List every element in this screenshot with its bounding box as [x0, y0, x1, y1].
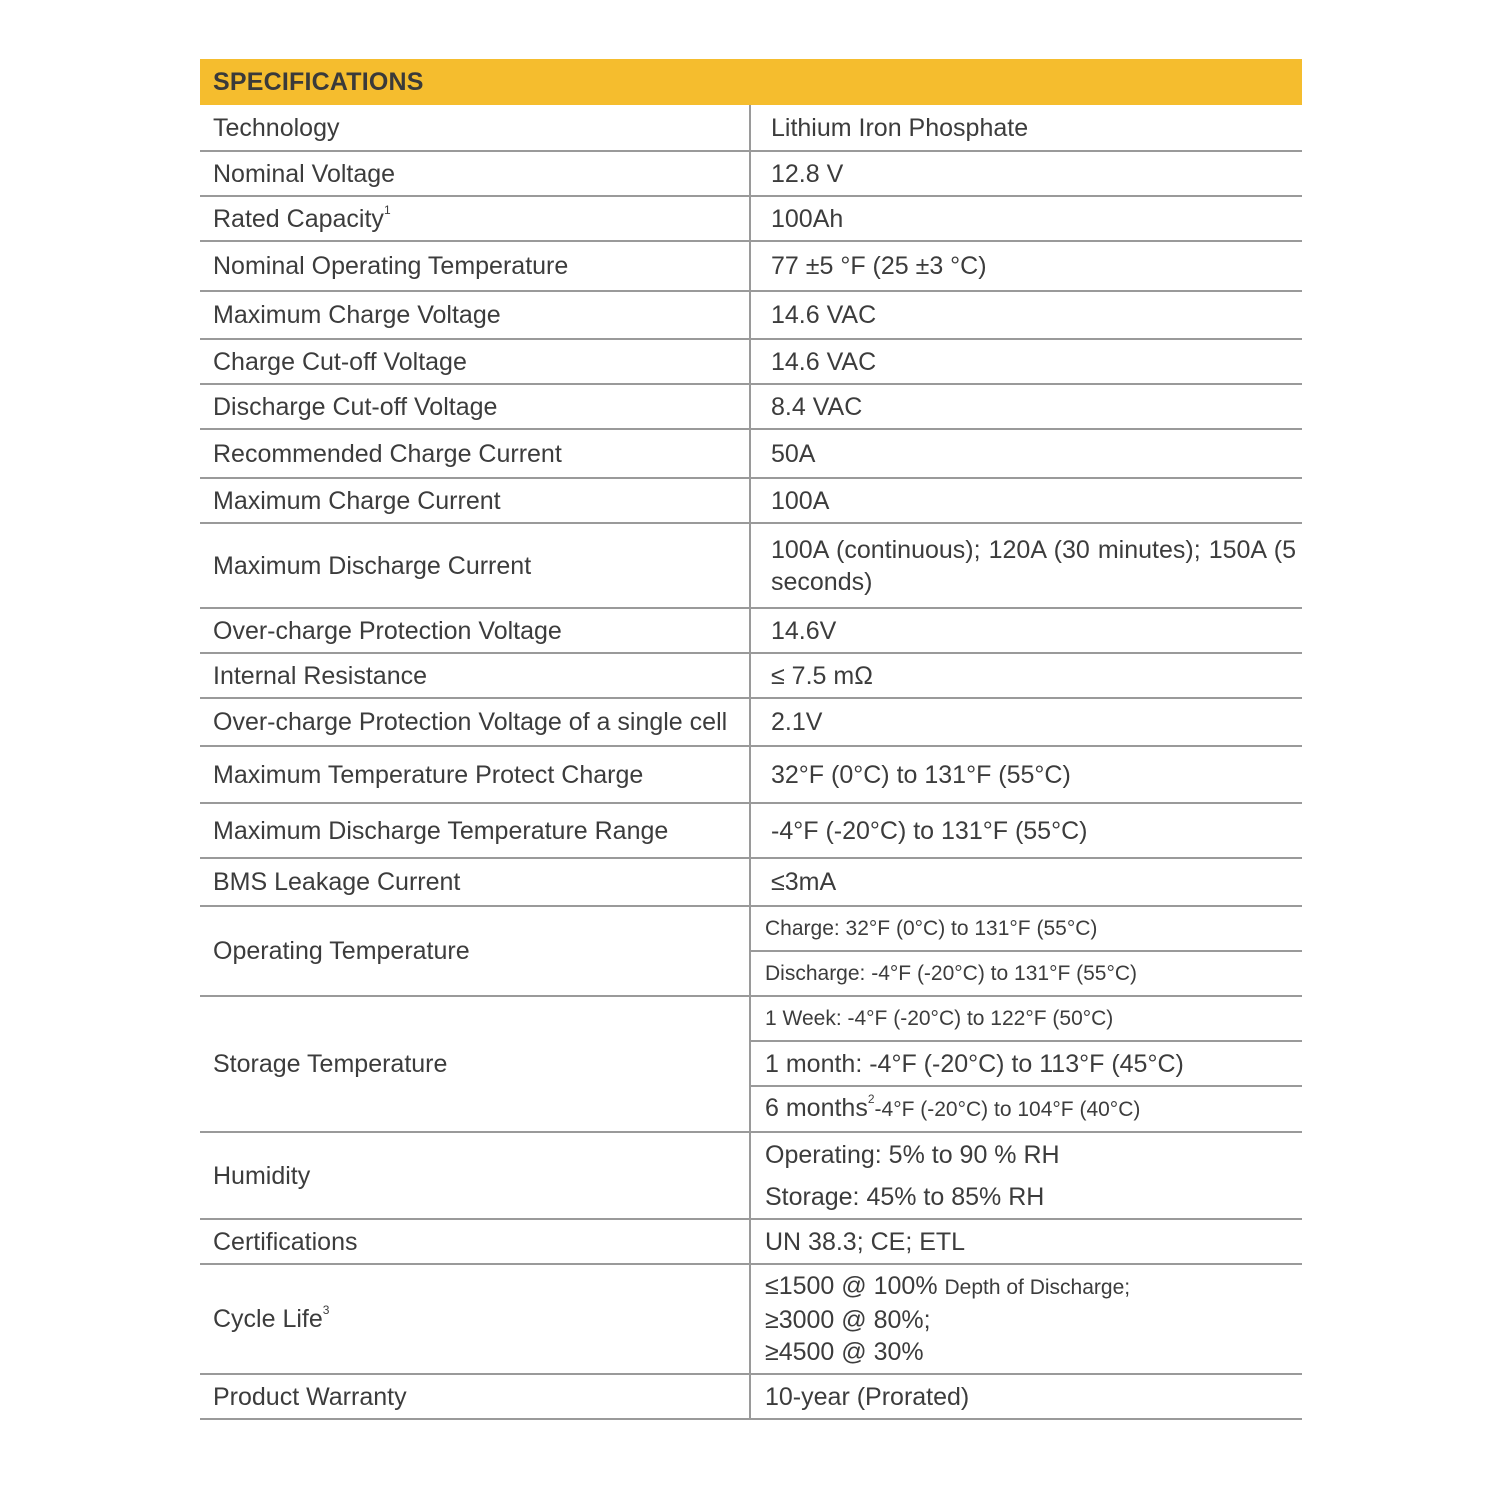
footnote-marker: 3 — [322, 1303, 330, 1317]
specifications-title: SPECIFICATIONS — [213, 67, 424, 96]
table-row — [200, 523, 1302, 608]
row-value: 2.1V — [750, 698, 1302, 746]
row-label: Maximum Charge Current — [200, 478, 750, 523]
table-row — [200, 1264, 1302, 1374]
row-value: 50A — [750, 429, 1302, 478]
row-value: 32°F (0°C) to 131°F (55°C) — [750, 746, 1302, 803]
footnote-marker: 1 — [383, 202, 391, 217]
row-label: BMS Leakage Current — [200, 858, 750, 906]
table-row — [200, 906, 1302, 951]
row-label: Nominal Voltage — [200, 151, 750, 196]
row-label: Humidity — [200, 1132, 750, 1219]
specifications-sheet — [200, 59, 1302, 1420]
row-subvalue: Discharge: -4°F (-20°C) to 131°F (55°C) — [750, 951, 1302, 996]
table-row — [200, 339, 1302, 384]
row-value — [750, 1264, 1302, 1374]
footnote-marker: 2 — [867, 1092, 875, 1106]
row-subvalue: 1 Week: -4°F (-20°C) to 122°F (50°C) — [750, 996, 1302, 1041]
row-subvalue — [750, 1086, 1302, 1132]
table-row — [200, 196, 1302, 241]
row-value: 12.8 V — [750, 151, 1302, 196]
row-value: 14.6 VAC — [750, 339, 1302, 384]
row-label — [200, 196, 750, 241]
six-months-value: -4°F (-20°C) to 104°F (40°C) — [874, 1098, 1141, 1121]
table-row — [200, 1219, 1302, 1264]
row-label: Certifications — [200, 1219, 750, 1264]
row-value: 8.4 VAC — [750, 384, 1302, 429]
row-label: Maximum Temperature Protect Charge — [200, 746, 750, 803]
table-row — [200, 384, 1302, 429]
row-subvalue: Charge: 32°F (0°C) to 131°F (55°C) — [750, 906, 1302, 951]
cycle-life-line-1 — [765, 1270, 1302, 1304]
row-value — [750, 1132, 1302, 1219]
row-label: Internal Resistance — [200, 653, 750, 698]
cycle-life-line-1-value: ≤1500 @ 100% — [765, 1272, 938, 1300]
row-subvalue: 1 month: -4°F (-20°C) to 113°F (45°C) — [750, 1041, 1302, 1086]
table-row — [200, 291, 1302, 339]
row-value: 100A — [750, 478, 1302, 523]
row-label: Storage Temperature — [200, 996, 750, 1132]
specifications-table — [200, 105, 1302, 1420]
row-value: 77 ±5 °F (25 ±3 °C) — [750, 241, 1302, 291]
row-value: 10-year (Prorated) — [750, 1374, 1302, 1419]
cycle-life-line-2: ≥3000 @ 80%; — [765, 1306, 931, 1334]
six-months-prefix: 6 months — [765, 1094, 868, 1122]
row-value: ≤ 7.5 mΩ — [750, 653, 1302, 698]
table-row — [200, 858, 1302, 906]
specifications-header — [200, 59, 1302, 105]
cycle-life-line-3: ≥4500 @ 30% — [765, 1338, 924, 1366]
row-label: Nominal Operating Temperature — [200, 241, 750, 291]
table-row — [200, 105, 1302, 151]
row-label: Maximum Discharge Temperature Range — [200, 803, 750, 858]
rated-capacity-label: Rated Capacity — [213, 204, 384, 233]
table-row — [200, 803, 1302, 858]
table-row — [200, 1374, 1302, 1419]
cycle-life-line-1-suffix: Depth of Discharge; — [944, 1276, 1131, 1299]
row-label: Over-charge Protection Voltage — [200, 608, 750, 653]
row-label: Charge Cut-off Voltage — [200, 339, 750, 384]
table-row — [200, 429, 1302, 478]
row-label: Discharge Cut-off Voltage — [200, 384, 750, 429]
table-row — [200, 653, 1302, 698]
row-value: 14.6V — [750, 608, 1302, 653]
row-label — [200, 1264, 750, 1374]
row-label: Product Warranty — [200, 1374, 750, 1419]
row-value: 100A (continuous); 120A (30 minutes); 150A (5 seconds) — [750, 523, 1302, 608]
row-label: Maximum Charge Voltage — [200, 291, 750, 339]
row-value: UN 38.3; CE; ETL — [750, 1219, 1302, 1264]
row-value: -4°F (-20°C) to 131°F (55°C) — [750, 803, 1302, 858]
table-row — [200, 478, 1302, 523]
row-label: Maximum Discharge Current — [200, 523, 750, 608]
row-value: 14.6 VAC — [750, 291, 1302, 339]
table-row — [200, 996, 1302, 1041]
row-value: 100Ah — [750, 196, 1302, 241]
row-value: ≤3mA — [750, 858, 1302, 906]
row-label: Over-charge Protection Voltage of a single cell — [200, 698, 750, 746]
table-row — [200, 746, 1302, 803]
row-label: Operating Temperature — [200, 906, 750, 996]
table-row — [200, 608, 1302, 653]
row-label: Recommended Charge Current — [200, 429, 750, 478]
table-row — [200, 698, 1302, 746]
row-label: Technology — [200, 105, 750, 151]
row-value: Lithium Iron Phosphate — [750, 105, 1302, 151]
table-row — [200, 1132, 1302, 1219]
table-row — [200, 241, 1302, 291]
cycle-life-label: Cycle Life — [213, 1305, 323, 1333]
table-row — [200, 151, 1302, 196]
humidity-operating: Operating: 5% to 90 % RH — [765, 1140, 1060, 1169]
humidity-storage: Storage: 45% to 85% RH — [765, 1182, 1045, 1211]
